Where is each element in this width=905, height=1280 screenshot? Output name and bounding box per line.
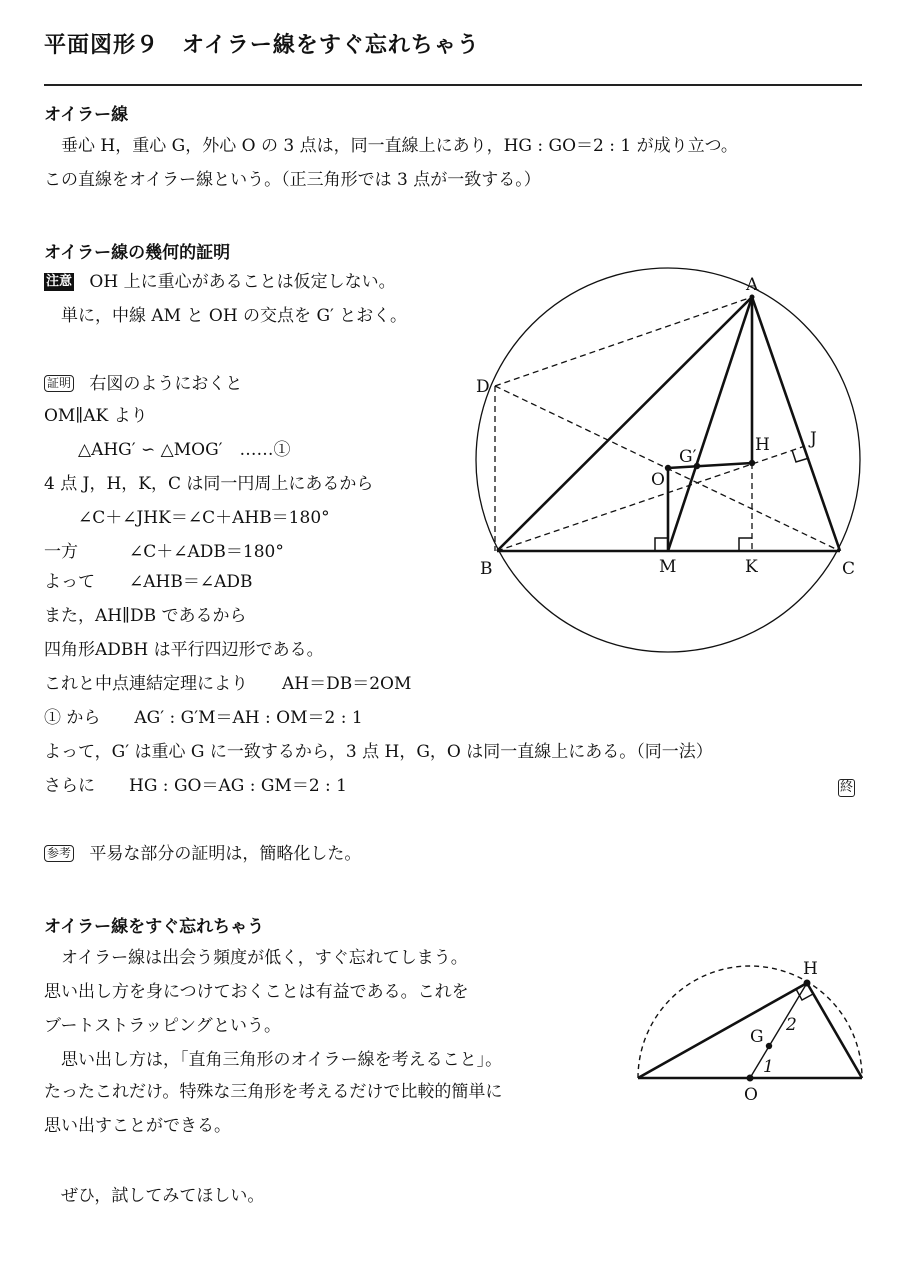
proof-line-13: さらに HG : GO＝AG : GM＝2 : 1 (44, 776, 348, 796)
label-k: K (745, 557, 758, 577)
proof-line-3: △AHG′ ∽ △MOG′ ……① (44, 440, 291, 460)
definition-line-2: この直線をオイラー線という。（正三角形では 3 点が一致する。） (44, 170, 541, 190)
definition-line-1: 垂心 H，重心 G，外心 O の 3 点は，同一直線上にあり，HG : GO＝2 : 1 が成り立つ。 (44, 136, 738, 156)
page-title: 平面図形９ オイラー線をすぐ忘れちゃう (44, 33, 480, 58)
label-b: B (480, 559, 493, 579)
section-heading-proof: オイラー線の幾何的証明 (44, 243, 231, 263)
label-g-prime: G′ (679, 447, 697, 467)
proof-line-8: また，AH∥DB であるから (44, 606, 247, 626)
tip-line-6: 思い出すことができる。 (44, 1116, 231, 1136)
label-j: J (810, 429, 817, 449)
label-o: O (651, 470, 665, 490)
proof-line-5: ∠C＋∠JHK＝∠C＋AHB＝180° (44, 508, 330, 528)
ratio-label-1: 1 (763, 1057, 774, 1077)
label-m: M (659, 557, 677, 577)
proof-line-12: よって，G′ は重心 G に一致するから，3 点 H，G，O は同一直線上にある。（同一法） (44, 742, 713, 762)
proof-tag: 証明 (44, 375, 74, 392)
closing-line: ぜひ，試してみてほしい。 (44, 1186, 265, 1206)
tip-line-5: たったこれだけ。特殊な三角形を考えるだけで比較的簡単に (44, 1082, 503, 1102)
reference-text: 平易な部分の証明は，簡略化した。 (89, 844, 362, 864)
note-tag: 注意 (46, 274, 73, 289)
proof-line-7: よって ∠AHB＝∠ADB (44, 572, 253, 592)
label-o2: O (744, 1085, 758, 1105)
proof-line-4: 4 点 J，H，K，C は同一円周上にあるから (44, 474, 374, 494)
proof-line-10: これと中点連結定理により AH＝DB＝2OM (44, 674, 412, 694)
proof-line-2: OM∥AK より (44, 406, 148, 426)
proof-text-1: 右図のようにおくと (89, 374, 243, 394)
label-h: H (755, 435, 770, 455)
label-g2: G (750, 1027, 764, 1047)
note-line-2: 単に，中線 AM と OH の交点を G′ とおく。 (44, 306, 407, 326)
end-tag: 終 (840, 780, 854, 795)
section-heading-bootstrapping: オイラー線をすぐ忘れちゃう (44, 917, 265, 937)
reference-tag: 参考 (44, 845, 74, 862)
label-c: C (842, 559, 856, 579)
proof-line-9: 四角形ADBH は平行四辺形である。 (44, 640, 324, 660)
label-h2: H (803, 959, 818, 979)
label-a: A (746, 275, 759, 295)
proof-line-6: 一方 ∠C＋∠ADB＝180° (44, 542, 284, 562)
section-heading-euler-line: オイラー線 (44, 105, 129, 125)
ratio-label-2: 2 (786, 1015, 797, 1035)
tip-line-1: オイラー線は出会う頻度が低く，すぐ忘れてしまう。 (44, 948, 468, 968)
proof-line-11: ① から AG′ : G′M＝AH : OM＝2 : 1 (44, 708, 363, 728)
tip-line-3: ブートストラッピングという。 (44, 1016, 281, 1036)
tip-line-4: 思い出し方は，「直角三角形のオイラー線を考えること」。 (44, 1050, 503, 1070)
note-text: OH 上に重心があることは仮定しない。 (89, 272, 396, 292)
label-d: D (476, 377, 490, 397)
tip-line-2: 思い出し方を身につけておくことは有益である。これを (44, 982, 469, 1002)
